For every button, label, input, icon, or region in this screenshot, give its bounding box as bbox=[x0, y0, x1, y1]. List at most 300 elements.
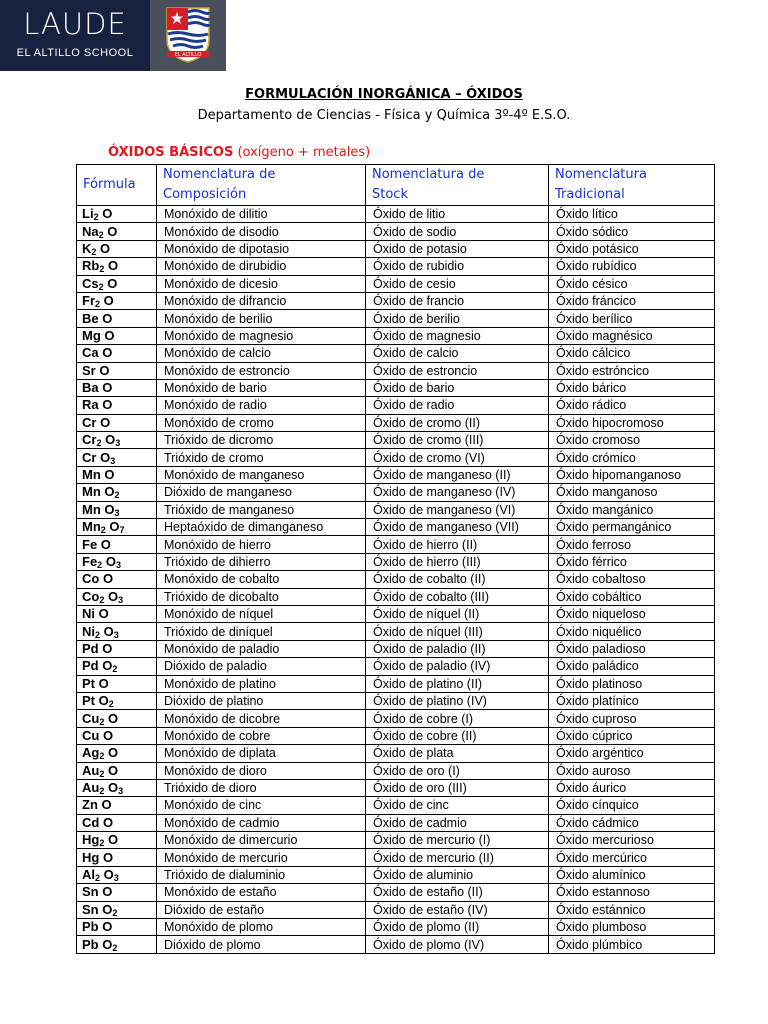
element-symbol: Mn bbox=[82, 467, 101, 483]
stock-cell: Óxido de francio bbox=[366, 292, 549, 309]
table-row bbox=[77, 640, 715, 657]
element-symbol: Li bbox=[82, 206, 94, 222]
tradicional-cell: Óxido paladioso bbox=[549, 640, 715, 657]
subscript: 2 bbox=[96, 438, 102, 449]
stock-cell: Óxido de cromo (II) bbox=[366, 414, 549, 431]
element-symbol: O bbox=[104, 327, 115, 343]
element-symbol: Cr bbox=[82, 432, 97, 448]
table-row bbox=[77, 919, 715, 936]
composicion-cell: Monóxido de estroncio bbox=[157, 362, 366, 379]
subscript: 2 bbox=[99, 768, 105, 779]
table-row bbox=[77, 884, 715, 901]
stock-cell: Óxido de cromo (VI) bbox=[366, 449, 549, 466]
tradicional-cell: Óxido platínico bbox=[549, 692, 715, 709]
formula-cell bbox=[77, 675, 157, 692]
composicion-cell: Monóxido de platino bbox=[157, 675, 366, 692]
table-row bbox=[77, 292, 715, 309]
table-row bbox=[77, 814, 715, 831]
tradicional-cell: Óxido estróncico bbox=[549, 362, 715, 379]
tradicional-cell: Óxido cúprico bbox=[549, 727, 715, 744]
element-symbol: Pt bbox=[82, 675, 95, 691]
composicion-cell: Trióxido de dihierro bbox=[157, 553, 366, 570]
stock-cell: Óxido de berilio bbox=[366, 310, 549, 327]
formula-cell bbox=[77, 832, 157, 849]
table-row bbox=[77, 710, 715, 727]
element-symbol: K bbox=[82, 240, 92, 256]
subscript: 2 bbox=[114, 490, 120, 501]
stock-cell: Óxido de manganeso (VI) bbox=[366, 501, 549, 518]
stock-cell: Óxido de paladio (IV) bbox=[366, 658, 549, 675]
formula-cell bbox=[77, 710, 157, 727]
header-tradicional bbox=[549, 165, 715, 206]
element-symbol: O bbox=[107, 275, 118, 291]
stock-cell: Óxido de oro (III) bbox=[366, 779, 549, 796]
formula-cell bbox=[77, 536, 157, 553]
element-symbol: Sn bbox=[82, 901, 99, 917]
formula-cell bbox=[77, 240, 157, 257]
tradicional-cell: Óxido niquélico bbox=[549, 623, 715, 640]
element-symbol: Cu bbox=[82, 710, 100, 726]
table-row bbox=[77, 588, 715, 605]
element-symbol: O bbox=[107, 258, 119, 274]
table-row bbox=[77, 866, 715, 883]
element-symbol: Na bbox=[82, 223, 99, 239]
composicion-cell: Dióxido de plomo bbox=[157, 936, 366, 953]
element-symbol: Zn bbox=[82, 797, 98, 813]
element-symbol: Sr bbox=[82, 362, 96, 378]
table-row bbox=[77, 240, 715, 257]
table-row bbox=[77, 797, 715, 814]
element-symbol: O bbox=[107, 780, 119, 796]
stock-cell: Óxido de sodio bbox=[366, 223, 549, 240]
stock-cell: Óxido de mercurio (I) bbox=[366, 832, 549, 849]
composicion-cell: Trióxido de diníquel bbox=[157, 623, 366, 640]
table-row bbox=[77, 832, 715, 849]
tradicional-cell: Óxido cádmico bbox=[549, 814, 715, 831]
tradicional-cell: Óxido argéntico bbox=[549, 745, 715, 762]
element-symbol: Mn bbox=[82, 501, 101, 517]
tradicional-cell: Óxido mercurioso bbox=[549, 832, 715, 849]
table-row bbox=[77, 553, 715, 570]
section-heading bbox=[108, 145, 370, 160]
stock-cell: Óxido de radio bbox=[366, 397, 549, 414]
tradicional-cell: Óxido mangánico bbox=[549, 501, 715, 518]
stock-cell: Óxido de magnesio bbox=[366, 327, 549, 344]
element-symbol: Fe bbox=[82, 536, 98, 552]
composicion-cell: Monóxido de cobalto bbox=[157, 571, 366, 588]
element-symbol: O bbox=[98, 675, 109, 691]
stock-cell: Óxido de plomo (IV) bbox=[366, 936, 549, 953]
table-row bbox=[77, 414, 715, 431]
section-note: (oxígeno + metales) bbox=[237, 145, 371, 160]
brand-subtitle: EL ALTILLO SCHOOL bbox=[16, 47, 134, 59]
formula-cell bbox=[77, 605, 157, 622]
table-row bbox=[77, 258, 715, 275]
element-symbol: Mg bbox=[82, 327, 101, 343]
tradicional-cell: Óxido cromoso bbox=[549, 432, 715, 449]
tradicional-cell: Óxido mercúrico bbox=[549, 849, 715, 866]
composicion-cell: Monóxido de bario bbox=[157, 379, 366, 396]
element-symbol: O bbox=[107, 710, 119, 726]
element-symbol: Pd bbox=[82, 640, 99, 656]
composicion-cell: Monóxido de manganeso bbox=[157, 466, 366, 483]
element-symbol: O bbox=[102, 310, 113, 326]
subscript: 2 bbox=[98, 281, 104, 292]
element-symbol: O bbox=[103, 293, 114, 309]
element-symbol: Rb bbox=[82, 258, 100, 274]
element-symbol: O bbox=[100, 240, 111, 256]
formula-cell bbox=[77, 640, 157, 657]
composicion-cell: Trióxido de dialuminio bbox=[157, 866, 366, 883]
composicion-cell: Monóxido de plomo bbox=[157, 919, 366, 936]
element-symbol: Cu bbox=[82, 727, 100, 743]
formula-cell bbox=[77, 745, 157, 762]
subscript: 2 bbox=[91, 246, 97, 257]
stock-cell: Óxido de cesio bbox=[366, 275, 549, 292]
subscript: 3 bbox=[115, 438, 121, 449]
composicion-cell: Monóxido de dioro bbox=[157, 762, 366, 779]
formula-cell bbox=[77, 327, 157, 344]
element-symbol: O bbox=[102, 919, 113, 935]
composicion-cell: Monóxido de níquel bbox=[157, 605, 366, 622]
subscript: 3 bbox=[118, 786, 124, 797]
stock-cell: Óxido de níquel (III) bbox=[366, 623, 549, 640]
element-symbol: O bbox=[105, 554, 116, 569]
composicion-cell: Dióxido de estaño bbox=[157, 901, 366, 918]
table-row bbox=[77, 536, 715, 553]
stock-cell: Óxido de cinc bbox=[366, 797, 549, 814]
table-row bbox=[77, 362, 715, 379]
school-crest bbox=[150, 0, 226, 71]
formula-cell bbox=[77, 310, 157, 327]
composicion-cell: Dióxido de platino bbox=[157, 692, 366, 709]
table-row bbox=[77, 519, 715, 536]
composicion-cell: Trióxido de cromo bbox=[157, 449, 366, 466]
formula-cell bbox=[77, 727, 157, 744]
formula-cell bbox=[77, 292, 157, 309]
composicion-cell: Monóxido de calcio bbox=[157, 345, 366, 362]
element-symbol: Fe bbox=[82, 554, 98, 569]
element-symbol: O bbox=[103, 867, 114, 883]
element-symbol: O bbox=[98, 606, 109, 622]
stock-cell: Óxido de mercurio (II) bbox=[366, 849, 549, 866]
tradicional-cell: Óxido plúmbico bbox=[549, 936, 715, 953]
composicion-cell: Monóxido de magnesio bbox=[157, 327, 366, 344]
formula-cell bbox=[77, 936, 157, 953]
composicion-cell: Heptaóxido de dimanganeso bbox=[157, 519, 366, 536]
formula-cell bbox=[77, 588, 157, 605]
element-symbol: O bbox=[103, 623, 114, 639]
table-row bbox=[77, 327, 715, 344]
composicion-cell: Dióxido de manganeso bbox=[157, 484, 366, 501]
stock-cell: Óxido de cobre (II) bbox=[366, 727, 549, 744]
table-row bbox=[77, 379, 715, 396]
stock-cell: Óxido de paladio (II) bbox=[366, 640, 549, 657]
formula-cell bbox=[77, 206, 157, 223]
composicion-cell: Monóxido de radio bbox=[157, 397, 366, 414]
stock-cell: Óxido de cromo (III) bbox=[366, 432, 549, 449]
element-symbol: Ni bbox=[82, 623, 95, 639]
table-row bbox=[77, 432, 715, 449]
formula-cell bbox=[77, 466, 157, 483]
formula-cell bbox=[77, 571, 157, 588]
element-symbol: O bbox=[107, 762, 119, 778]
tradicional-cell: Óxido magnésico bbox=[549, 327, 715, 344]
element-symbol: O bbox=[102, 936, 113, 952]
tradicional-cell: Óxido platinoso bbox=[549, 675, 715, 692]
subscript: 2 bbox=[95, 873, 101, 884]
formula-cell bbox=[77, 379, 157, 396]
subscript: 2 bbox=[99, 786, 105, 797]
table-row bbox=[77, 605, 715, 622]
formula-cell bbox=[77, 866, 157, 883]
tradicional-cell: Óxido cínquico bbox=[549, 797, 715, 814]
header-stock bbox=[366, 165, 549, 206]
table-row bbox=[77, 779, 715, 796]
subscript: 2 bbox=[108, 699, 114, 710]
formula-cell bbox=[77, 658, 157, 675]
header-line: Composición bbox=[163, 187, 247, 202]
element-symbol: O bbox=[104, 467, 115, 483]
element-symbol: Pb bbox=[82, 919, 99, 935]
tradicional-cell: Óxido férrico bbox=[549, 553, 715, 570]
element-symbol: Sn bbox=[82, 884, 99, 900]
element-symbol: O bbox=[102, 380, 113, 396]
element-symbol: O bbox=[107, 745, 119, 761]
oxides-table-body bbox=[77, 206, 715, 954]
stock-cell: Óxido de estroncio bbox=[366, 362, 549, 379]
subscript: 3 bbox=[113, 873, 119, 884]
subscript: 2 bbox=[95, 299, 101, 310]
element-symbol: O bbox=[100, 536, 111, 552]
composicion-cell: Monóxido de dimercurio bbox=[157, 832, 366, 849]
formula-cell bbox=[77, 449, 157, 466]
subscript: 3 bbox=[115, 560, 121, 570]
stock-cell: Óxido de plata bbox=[366, 745, 549, 762]
element-symbol: Ni bbox=[82, 606, 95, 622]
tradicional-cell: Óxido bárico bbox=[549, 379, 715, 396]
stock-cell: Óxido de níquel (II) bbox=[366, 605, 549, 622]
subscript: 3 bbox=[118, 594, 124, 605]
formula-cell bbox=[77, 901, 157, 918]
element-symbol: Ca bbox=[82, 345, 99, 361]
element-symbol: Ra bbox=[82, 397, 99, 413]
header-line: Tradicional bbox=[555, 187, 625, 202]
element-symbol: Pb bbox=[82, 936, 99, 952]
element-symbol: O bbox=[102, 901, 113, 917]
subscript: 2 bbox=[93, 212, 99, 223]
stock-cell: Óxido de hierro (II) bbox=[366, 536, 549, 553]
table-header-row bbox=[77, 165, 715, 206]
formula-cell bbox=[77, 432, 157, 449]
tradicional-cell: Óxido áurico bbox=[549, 779, 715, 796]
formula-cell bbox=[77, 362, 157, 379]
table-row bbox=[77, 623, 715, 640]
table-row bbox=[77, 762, 715, 779]
stock-cell: Óxido de platino (II) bbox=[366, 675, 549, 692]
element-symbol: Al bbox=[82, 867, 95, 883]
tradicional-cell: Óxido plumboso bbox=[549, 919, 715, 936]
tradicional-cell: Óxido hipocromoso bbox=[549, 414, 715, 431]
element-symbol: O bbox=[104, 484, 115, 500]
tradicional-cell: Óxido estannoso bbox=[549, 884, 715, 901]
formula-cell bbox=[77, 345, 157, 362]
subscript: 2 bbox=[99, 751, 105, 762]
table-row bbox=[77, 484, 715, 501]
subscript: 3 bbox=[110, 455, 116, 466]
subscript: 2 bbox=[100, 525, 106, 536]
tradicional-cell: Óxido crómico bbox=[549, 449, 715, 466]
formula-cell bbox=[77, 797, 157, 814]
subscript: 2 bbox=[97, 560, 103, 570]
subscript: 2 bbox=[99, 716, 105, 727]
header-line: Fórmula bbox=[83, 177, 136, 192]
table-row bbox=[77, 501, 715, 518]
composicion-cell: Monóxido de estaño bbox=[157, 884, 366, 901]
stock-cell: Óxido de litio bbox=[366, 206, 549, 223]
subscript: 2 bbox=[98, 229, 104, 240]
formula-cell bbox=[77, 258, 157, 275]
stock-cell: Óxido de platino (IV) bbox=[366, 692, 549, 709]
element-symbol: O bbox=[107, 588, 119, 604]
stock-cell: Óxido de cobalto (III) bbox=[366, 588, 549, 605]
element-symbol: Fr bbox=[82, 293, 95, 309]
tradicional-cell: Óxido paládico bbox=[549, 658, 715, 675]
tradicional-cell: Óxido lítico bbox=[549, 206, 715, 223]
tradicional-cell: Óxido alumínico bbox=[549, 866, 715, 883]
composicion-cell: Monóxido de dicobre bbox=[157, 710, 366, 727]
table-row bbox=[77, 466, 715, 483]
element-symbol: O bbox=[102, 397, 113, 413]
header-line: Nomenclatura de bbox=[372, 167, 485, 182]
crest-text: EL ALTILLO bbox=[174, 52, 202, 58]
stock-cell: Óxido de cobalto (II) bbox=[366, 571, 549, 588]
tradicional-cell: Óxido fráncico bbox=[549, 292, 715, 309]
composicion-cell: Monóxido de cinc bbox=[157, 797, 366, 814]
tradicional-cell: Óxido potásico bbox=[549, 240, 715, 257]
table-row bbox=[77, 692, 715, 709]
stock-cell: Óxido de calcio bbox=[366, 345, 549, 362]
stock-cell: Óxido de cobre (I) bbox=[366, 710, 549, 727]
tradicional-cell: Óxido estánnico bbox=[549, 901, 715, 918]
element-symbol: Co bbox=[82, 588, 100, 604]
tradicional-cell: Óxido cobaltoso bbox=[549, 571, 715, 588]
table-row bbox=[77, 275, 715, 292]
element-symbol: O bbox=[109, 519, 120, 535]
formula-cell bbox=[77, 414, 157, 431]
element-symbol: O bbox=[102, 849, 114, 865]
table-row bbox=[77, 571, 715, 588]
formula-cell bbox=[77, 849, 157, 866]
formula-cell bbox=[77, 223, 157, 240]
element-symbol: Ag bbox=[82, 745, 100, 761]
tradicional-cell: Óxido auroso bbox=[549, 762, 715, 779]
element-symbol: Hg bbox=[82, 849, 100, 865]
document-subtitle: Departamento de Ciencias - Física y Química 3º-4º E.S.O. bbox=[197, 108, 571, 123]
element-symbol: O bbox=[107, 832, 119, 848]
element-symbol: Au bbox=[82, 762, 100, 778]
element-symbol: O bbox=[102, 884, 113, 900]
formula-cell bbox=[77, 692, 157, 709]
composicion-cell: Monóxido de dilitio bbox=[157, 206, 366, 223]
section-title: ÓXIDOS BÁSICOS bbox=[108, 145, 234, 160]
element-symbol: O bbox=[107, 223, 118, 239]
element-symbol: Ba bbox=[82, 380, 99, 396]
composicion-cell: Monóxido de berilio bbox=[157, 310, 366, 327]
formula-cell bbox=[77, 779, 157, 796]
stock-cell: Óxido de manganeso (IV) bbox=[366, 484, 549, 501]
composicion-cell: Dióxido de paladio bbox=[157, 658, 366, 675]
table-row bbox=[77, 310, 715, 327]
composicion-cell: Monóxido de hierro bbox=[157, 536, 366, 553]
stock-cell: Óxido de estaño (IV) bbox=[366, 901, 549, 918]
element-symbol: Cd bbox=[82, 814, 100, 830]
tradicional-cell: Óxido cálcico bbox=[549, 345, 715, 362]
element-symbol: Cs bbox=[82, 275, 99, 291]
tradicional-cell: Óxido rádico bbox=[549, 397, 715, 414]
element-symbol: Mn bbox=[82, 519, 101, 535]
brand-name: LAUDE bbox=[23, 7, 127, 41]
header-line: Nomenclatura de bbox=[163, 167, 276, 182]
composicion-cell: Monóxido de cromo bbox=[157, 414, 366, 431]
stock-cell: Óxido de manganeso (II) bbox=[366, 466, 549, 483]
element-symbol: O bbox=[104, 501, 115, 517]
subscript: 7 bbox=[119, 525, 125, 536]
stock-cell: Óxido de potasio bbox=[366, 240, 549, 257]
subscript: 2 bbox=[99, 594, 105, 605]
stock-cell: Óxido de aluminio bbox=[366, 866, 549, 883]
tradicional-cell: Óxido césico bbox=[549, 275, 715, 292]
table-row bbox=[77, 449, 715, 466]
table-row bbox=[77, 223, 715, 240]
table-row bbox=[77, 745, 715, 762]
table-row bbox=[77, 849, 715, 866]
subscript: 2 bbox=[112, 942, 118, 953]
tradicional-cell: Óxido hipomanganoso bbox=[549, 466, 715, 483]
stock-cell: Óxido de hierro (III) bbox=[366, 553, 549, 570]
composicion-cell: Monóxido de diplata bbox=[157, 745, 366, 762]
composicion-cell: Monóxido de dicesio bbox=[157, 275, 366, 292]
crest-shield-icon bbox=[165, 6, 211, 64]
element-symbol: O bbox=[99, 362, 110, 378]
element-symbol: Pt bbox=[82, 693, 95, 709]
table-row bbox=[77, 206, 715, 223]
stock-cell: Óxido de plomo (II) bbox=[366, 919, 549, 936]
element-symbol: Pd bbox=[82, 658, 99, 674]
table-row bbox=[77, 936, 715, 953]
document-title: FORMULACIÓN INORGÁNICA – ÓXIDOS bbox=[245, 87, 523, 102]
stock-cell: Óxido de cadmio bbox=[366, 814, 549, 831]
composicion-cell: Trióxido de dicobalto bbox=[157, 588, 366, 605]
tradicional-cell: Óxido cuproso bbox=[549, 710, 715, 727]
table-row bbox=[77, 675, 715, 692]
element-symbol: Cr bbox=[82, 449, 97, 465]
subscript: 2 bbox=[99, 264, 105, 275]
element-symbol: O bbox=[102, 206, 113, 222]
element-symbol: Mn bbox=[82, 484, 101, 500]
tradicional-cell: Óxido berílico bbox=[549, 310, 715, 327]
subscript: 2 bbox=[112, 664, 118, 675]
header-composicion bbox=[157, 165, 366, 206]
school-logo-text bbox=[0, 0, 150, 71]
table-row bbox=[77, 727, 715, 744]
element-symbol: Au bbox=[82, 780, 100, 796]
element-symbol: O bbox=[102, 814, 114, 830]
subscript: 2 bbox=[95, 629, 101, 640]
composicion-cell: Trióxido de dioro bbox=[157, 779, 366, 796]
composicion-cell: Monóxido de dipotasio bbox=[157, 240, 366, 257]
element-symbol: Co bbox=[82, 571, 100, 587]
